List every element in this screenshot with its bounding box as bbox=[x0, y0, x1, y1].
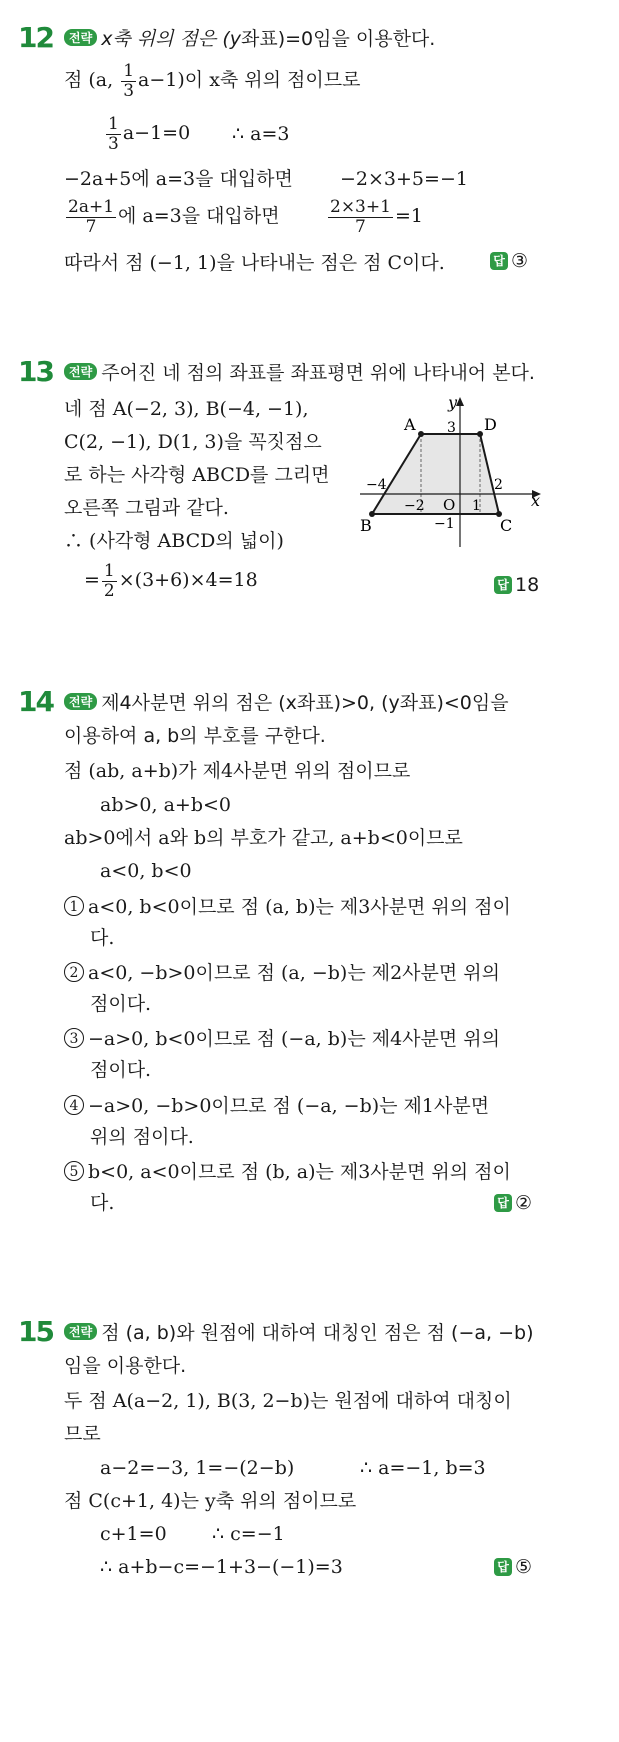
strategy-line: 전략 주어진 네 점의 좌표를 좌표평면 위에 나타내어 본다. bbox=[64, 363, 535, 383]
option-3: 3 −a>0, b<0이므로 점 (−a, b)는 제4사분면 위의 bbox=[64, 1028, 500, 1049]
answer: 답 ⑤ bbox=[494, 1558, 532, 1577]
label-c: C bbox=[500, 516, 513, 535]
option-4-cont: 위의 점이다. bbox=[90, 1126, 194, 1148]
problem-number-14: 14 bbox=[18, 685, 53, 718]
circled-number: 5 bbox=[64, 1161, 84, 1181]
point-a bbox=[418, 431, 424, 437]
solution-line: 두 점 A(a−2, 1), B(3, 2−b)는 원점에 대하여 대칭이 bbox=[64, 1390, 512, 1412]
fraction: $\frac{2\times 3+1}{7}$ bbox=[330, 197, 391, 237]
strategy-badge: 전략 bbox=[64, 1323, 97, 1340]
tick-label: 1 bbox=[472, 498, 481, 514]
y-axis-label: y bbox=[448, 393, 458, 412]
tick-label: −4 bbox=[366, 477, 387, 493]
solution-line: 네 점 A(−2, 3), B(−4, −1), bbox=[64, 398, 309, 420]
circled-number: 1 bbox=[64, 896, 84, 916]
therefore-line: ∴ c=−1 bbox=[212, 1523, 285, 1545]
label-d: D bbox=[484, 415, 497, 434]
answer: 답 18 bbox=[494, 576, 539, 595]
solution-line: ab>0에서 a와 b의 부호가 같고, a+b<0이므로 bbox=[64, 827, 463, 849]
strategy-badge: 전략 bbox=[64, 693, 97, 710]
tick-label: 2 bbox=[494, 477, 503, 493]
strategy-line: 임을 이용한다. bbox=[64, 1355, 187, 1377]
solution-line: 점 (a, $\frac{1}{3}$ a−1)이 x축 위의 점이므로 bbox=[64, 61, 361, 101]
solution-line: 점 (ab, a+b)가 제4사분면 위의 점이므로 bbox=[64, 760, 411, 782]
solution-line: a<0, b<0 bbox=[100, 860, 192, 882]
solution-line: ∴ (사각형 ABCD의 넓이) bbox=[64, 530, 284, 552]
solution-line: a−2=−3, 1=−(2−b) bbox=[100, 1457, 295, 1479]
circled-number: 2 bbox=[64, 962, 84, 982]
strategy-line: 이용하여 a, b의 부호를 구한다. bbox=[64, 725, 326, 747]
answer-icon: 답 bbox=[494, 1194, 512, 1212]
option-3-cont: 점이다. bbox=[90, 1059, 152, 1081]
solution-line: 오른쪽 그림과 같다. bbox=[64, 497, 229, 519]
solution-line: 므로 bbox=[64, 1423, 101, 1445]
strategy-badge: 전략 bbox=[64, 29, 97, 46]
solution-line: ab>0, a+b<0 bbox=[100, 794, 231, 816]
option-2: 2 a<0, −b>0이므로 점 (a, −b)는 제2사분면 위의 bbox=[64, 962, 500, 983]
solution-line: C(2, −1), D(1, 3)을 꼭짓점으 bbox=[64, 431, 322, 453]
answer-icon: 답 bbox=[490, 252, 508, 270]
strategy-line: 전략 x축 위의 점은 (y좌표)=0임을 이용한다. bbox=[64, 29, 435, 49]
option-5-cont: 다. bbox=[90, 1192, 115, 1214]
label-b: B bbox=[360, 516, 372, 535]
answer-icon: 답 bbox=[494, 576, 512, 594]
circled-number: 4 bbox=[64, 1095, 84, 1115]
strategy-line: 전략 제4사분면 위의 점은 (x좌표)>0, (y좌표)<0임을 bbox=[64, 693, 509, 713]
answer: 답 ③ bbox=[490, 252, 528, 271]
circled-number: 3 bbox=[64, 1028, 84, 1048]
fraction: $\frac{1}{2}$ bbox=[103, 561, 115, 601]
problem-number-15: 15 bbox=[18, 1315, 53, 1348]
solution-line: 로 하는 사각형 ABCD를 그리면 bbox=[64, 464, 330, 486]
solution-line: 따라서 점 (−1, 1)을 나타내는 점은 점 C이다. bbox=[64, 252, 445, 274]
tick-label: −2 bbox=[404, 498, 425, 514]
solution-line: ∴ a+b−c=−1+3−(−1)=3 bbox=[100, 1556, 343, 1578]
point-d bbox=[477, 431, 483, 437]
option-5: 5 b<0, a<0이므로 점 (b, a)는 제3사분면 위의 점이 bbox=[64, 1161, 511, 1182]
solution-line: c+1=0 bbox=[100, 1523, 167, 1545]
answer-icon: 답 bbox=[494, 1558, 512, 1576]
answer: 답 ② bbox=[494, 1194, 532, 1213]
therefore-line: ∴ a=3 bbox=[232, 123, 290, 145]
origin-label: O bbox=[443, 496, 456, 514]
solution-line: 점 C(c+1, 4)는 y축 위의 점이므로 bbox=[64, 1490, 357, 1512]
therefore-line: ∴ a=−1, b=3 bbox=[360, 1457, 486, 1479]
tick-label: 3 bbox=[447, 420, 456, 436]
strategy-line: 전략 점 (a, b)와 원점에 대하여 대칭인 점은 점 (−a, −b) bbox=[64, 1323, 533, 1343]
solution-line: −2×3+5=−1 bbox=[340, 168, 468, 190]
fraction: $\frac{2a+1}{7}$ bbox=[68, 197, 115, 237]
option-1: 1 a<0, b<0이므로 점 (a, b)는 제3사분면 위의 점이 bbox=[64, 896, 511, 917]
solution-line: $\frac{1}{3}$ a−1=0 bbox=[108, 114, 191, 154]
problem-number-13: 13 bbox=[18, 355, 53, 388]
fraction: $\frac{1}{3}$ bbox=[123, 61, 135, 101]
option-2-cont: 점이다. bbox=[90, 993, 152, 1015]
x-axis-label: x bbox=[531, 491, 541, 510]
option-1-cont: 다. bbox=[90, 927, 115, 949]
solution-line: $\frac{2a+1}{7}$ 에 a=3을 대입하면 bbox=[68, 197, 280, 237]
tick-label: −1 bbox=[434, 516, 455, 532]
option-4: 4 −a>0, −b>0이므로 점 (−a, −b)는 제1사분면 bbox=[64, 1095, 489, 1116]
solution-line: −2a+5에 a=3을 대입하면 bbox=[64, 168, 293, 190]
strategy-badge: 전략 bbox=[64, 363, 97, 380]
fraction: $\frac{1}{3}$ bbox=[108, 114, 119, 154]
problem-number-12: 12 bbox=[18, 21, 53, 54]
label-a: A bbox=[404, 415, 416, 434]
coordinate-figure bbox=[360, 392, 545, 552]
solution-line: $\frac{2\times 3+1}{7}$ =1 bbox=[330, 197, 423, 237]
solution-line: = $\frac{1}{2}$ ×(3+6)×4=18 bbox=[84, 561, 258, 601]
